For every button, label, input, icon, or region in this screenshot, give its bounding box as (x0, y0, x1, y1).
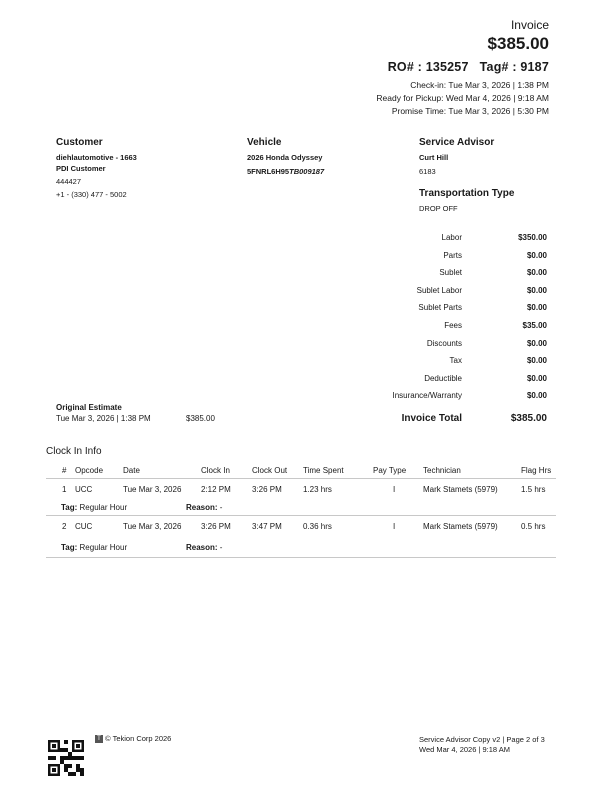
qr-code-icon (48, 740, 84, 776)
total-value: $0.00 (526, 391, 547, 400)
col-header-opcode: Opcode (75, 466, 104, 475)
reason-label: Reason: (186, 543, 218, 552)
advisor-block (419, 137, 514, 213)
customer-id: 444427 (56, 177, 82, 186)
row-flag-hrs: 1.5 hrs (521, 485, 546, 494)
copyright-line (95, 734, 171, 743)
row-time-spent: 1.23 hrs (303, 485, 332, 494)
invoice-total-label: Invoice Total (401, 413, 462, 424)
total-label: Sublet (439, 268, 462, 277)
total-label: Fees (444, 321, 462, 330)
customer-block (56, 137, 137, 199)
table-divider (46, 515, 556, 516)
row-reason (186, 543, 222, 552)
estimate-date: Tue Mar 3, 2026 | 1:38 PM (56, 414, 151, 423)
row-tag (61, 543, 127, 552)
tag-value: Regular Hour (79, 503, 128, 512)
total-value: $0.00 (526, 286, 547, 295)
row-pay-type: I (393, 485, 396, 494)
total-label: Deductible (424, 374, 462, 383)
tekion-logo-icon: T (95, 735, 103, 743)
invoice-title: Invoice (510, 18, 549, 32)
total-value: $0.00 (526, 356, 547, 365)
copy-info: Service Advisor Copy v2 | Page 2 of 3 (419, 735, 545, 744)
row-clock-in: 2:12 PM (201, 485, 231, 494)
total-label: Insurance/Warranty (392, 391, 462, 400)
invoice-amount: $385.00 (487, 34, 549, 53)
total-label: Discounts (426, 339, 462, 348)
row-technician: Mark Stamets (5979) (423, 485, 498, 494)
col-header-time-spent: Time Spent (303, 466, 344, 475)
total-label: Sublet Labor (416, 286, 462, 295)
row-date: Tue Mar 3, 2026 (123, 522, 182, 531)
advisor-id: 6183 (419, 167, 436, 176)
ready-for-pickup-time: Ready for Pickup: Wed Mar 4, 2026 | 9:18 AM (376, 93, 549, 103)
customer-type: PDI Customer (56, 164, 106, 173)
col-header-clock-in: Clock In (201, 466, 230, 475)
total-value: $350.00 (518, 233, 547, 242)
reason-value: - (219, 543, 223, 552)
total-value: $0.00 (526, 374, 547, 383)
advisor-name: Curt Hill (419, 153, 449, 162)
col-header-technician: Technician (423, 466, 461, 475)
tag-value: Regular Hour (79, 543, 128, 552)
customer-phone: +1 - (330) 477 - 5002 (56, 190, 127, 199)
transport-type: DROP OFF (419, 204, 458, 213)
total-label: Labor (441, 233, 462, 242)
row-date: Tue Mar 3, 2026 (123, 485, 182, 494)
row-pay-type: I (393, 522, 396, 531)
row-clock-in: 3:26 PM (201, 522, 231, 531)
vehicle-title: Vehicle (247, 137, 282, 148)
row-opcode: CUC (75, 522, 93, 531)
col-header-clock-out: Clock Out (252, 466, 288, 475)
total-label: Sublet Parts (418, 303, 462, 312)
col-header-date: Date (123, 466, 140, 475)
row-opcode: UCC (75, 485, 93, 494)
estimate-title: Original Estimate (56, 403, 122, 412)
row-num: 1 (62, 485, 67, 494)
row-time-spent: 0.36 hrs (303, 522, 332, 531)
total-value: $0.00 (526, 339, 547, 348)
row-num: 2 (62, 522, 67, 531)
reason-value: - (219, 503, 223, 512)
vin-prefix: 5FNRL6H95 (247, 167, 290, 176)
customer-title: Customer (56, 137, 103, 148)
customer-name: diehlautomotive - 1663 (56, 153, 137, 162)
col-header-pay-type: Pay Type (373, 466, 407, 475)
col-header-num: # (62, 466, 67, 475)
row-reason (186, 503, 222, 512)
estimate-amount: $385.00 (186, 414, 215, 423)
total-value: $0.00 (526, 268, 547, 277)
tag-label: Tag: (61, 503, 78, 512)
vehicle-vin (247, 167, 324, 176)
table-divider (46, 557, 556, 558)
tag-label: Tag: (61, 543, 78, 552)
clock-in-title: Clock In Info (46, 446, 102, 457)
printed-timestamp: Wed Mar 4, 2026 | 9:18 AM (419, 745, 511, 754)
vehicle-model: 2026 Honda Odyssey (247, 153, 323, 162)
row-tag (61, 503, 127, 512)
reason-label: Reason: (186, 503, 218, 512)
advisor-title: Service Advisor (419, 137, 495, 148)
total-label: Tax (449, 356, 462, 365)
total-value: $0.00 (526, 251, 547, 260)
col-header-flag-hrs: Flag Hrs (521, 466, 552, 475)
total-value: $35.00 (522, 321, 547, 330)
invoice-total-value: $385.00 (510, 413, 547, 424)
row-clock-out: 3:26 PM (252, 485, 282, 494)
promise-time: Promise Time: Tue Mar 3, 2026 | 5:30 PM (391, 106, 549, 116)
vehicle-block (247, 137, 324, 176)
vin-suffix: TB009187 (289, 167, 325, 176)
row-clock-out: 3:47 PM (252, 522, 282, 531)
transport-title: Transportation Type (419, 188, 515, 199)
table-divider (46, 478, 556, 479)
row-technician: Mark Stamets (5979) (423, 522, 498, 531)
total-label: Parts (443, 251, 462, 260)
row-flag-hrs: 0.5 hrs (521, 522, 546, 531)
total-value: $0.00 (526, 303, 547, 312)
checkin-time: Check-in: Tue Mar 3, 2026 | 1:38 PM (410, 80, 549, 90)
ro-tag-numbers: RO# : 135257 Tag# : 9187 (387, 60, 549, 74)
copyright-text: © Tekion Corp 2026 (105, 734, 172, 743)
